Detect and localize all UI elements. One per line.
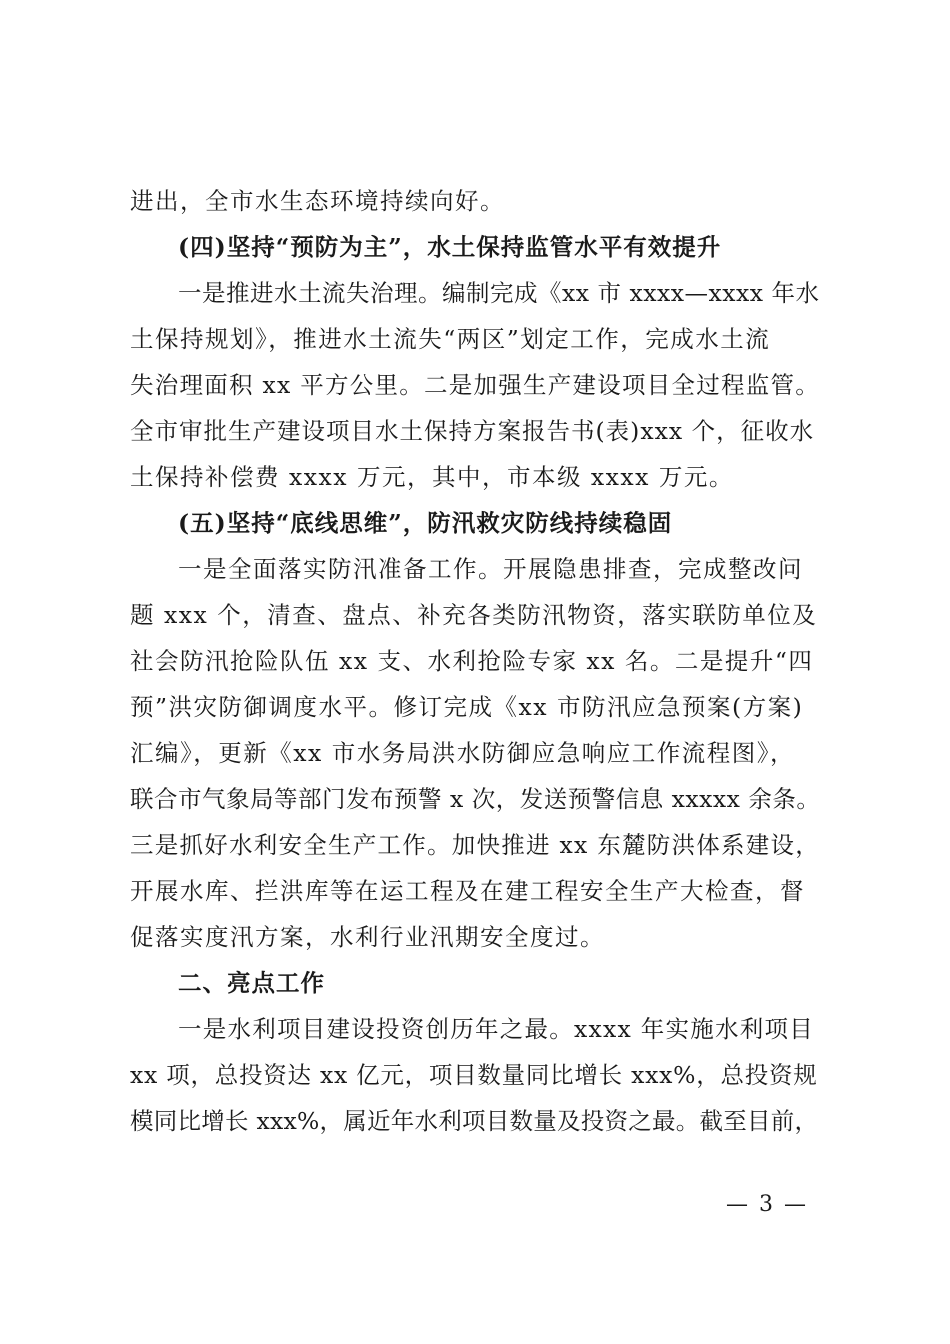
body-line: 开展水库、拦洪库等在运工程及在建工程安全生产大检查，督: [130, 877, 805, 905]
body-line: 模同比增长 xxx%，属近年水利项目数量及投资之最。截至目前，: [130, 1107, 819, 1135]
section-main-heading: 二、亮点工作: [178, 969, 325, 997]
body-line: 全市审批生产建设项目水土保持方案报告书(表)xxx 个，征收水: [130, 417, 815, 445]
body-line: 一是水利项目建设投资创历年之最。xxxx 年实施水利项目: [178, 1015, 814, 1043]
body-line: 一是推进水土流失治理。编制完成《xx 市 xxxx—xxxx 年水: [178, 279, 820, 307]
document-body: [130, 178, 820, 1144]
body-line: 进出，全市水生态环境持续向好。: [130, 187, 505, 215]
section-subheading: (五)坚持“底线思维”，防汛救灾防线持续稳固: [178, 509, 673, 537]
body-line: 一是全面落实防汛准备工作。开展隐患排查，完成整改问: [178, 555, 803, 583]
body-line: 土保持规划》，推进水土流失“两区”划定工作，完成水土流: [130, 325, 771, 353]
body-line: 失治理面积 xx 平方公里。二是加强生产建设项目全过程监管。: [130, 371, 820, 399]
section-subheading: (四)坚持“预防为主”，水土保持监管水平有效提升: [178, 233, 722, 261]
body-line: 汇编》，更新《xx 市水务局洪水防御应急响应工作流程图》，: [130, 739, 795, 767]
page-number: — 3 —: [726, 1192, 808, 1217]
body-line: 预”洪灾防御调度水平。修订完成《xx 市防汛应急预案(方案): [130, 693, 804, 721]
body-line: 联合市气象局等部门发布预警 x 次，发送预警信息 xxxxx 余条。: [130, 785, 821, 813]
body-line: 题 xxx 个，清查、盘点、补充各类防汛物资，落实联防单位及: [130, 601, 818, 629]
body-line: 促落实度汛方案，水利行业汛期安全度过。: [130, 923, 605, 951]
body-line: xx 项，总投资达 xx 亿元，项目数量同比增长 xxx%，总投资规: [130, 1061, 818, 1089]
body-line: 土保持补偿费 xxxx 万元，其中，市本级 xxxx 万元。: [130, 463, 734, 491]
body-line: 社会防汛抢险队伍 xx 支、水利抢险专家 xx 名。二是提升“四: [130, 647, 814, 675]
body-line: 三是抓好水利安全生产工作。加快推进 xx 东麓防洪体系建设，: [130, 831, 820, 859]
